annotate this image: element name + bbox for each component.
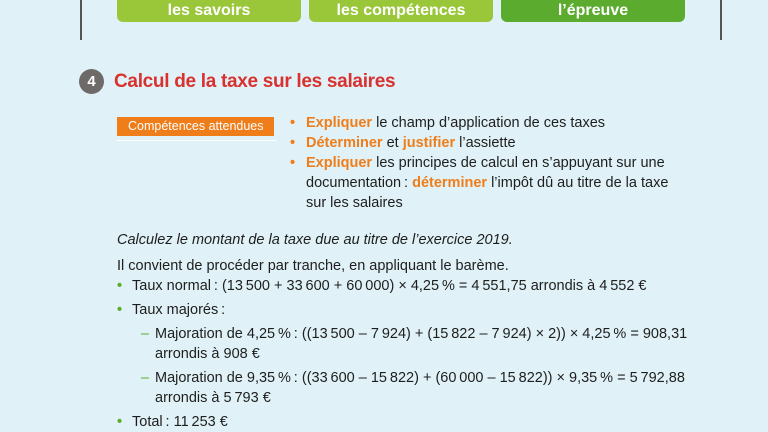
majoration-line: arrondis à 5 793 €	[155, 390, 271, 406]
bullet-icon: •	[117, 278, 123, 294]
majoration-item	[117, 368, 697, 408]
competence-text: les principes de calcul en s’appuyant sur une documentation :	[306, 155, 665, 191]
competences-badge: Compétences attendues	[117, 117, 274, 136]
section-title: Calcul de la taxe sur les salaires	[114, 70, 396, 92]
taux-majores-text: Taux majorés :	[132, 302, 226, 318]
section-number-badge: 4	[79, 69, 104, 94]
majoration-line: Majoration de 9,35 % : ((33 600 – 15 822) + (60 000 – 15 822)) × 9,35 % = 5 792,88	[155, 370, 685, 386]
answer-body	[117, 230, 697, 432]
total-item	[117, 412, 697, 432]
competence-text: l’assiette	[455, 135, 516, 151]
bullet-icon: •	[117, 302, 123, 318]
dash-icon: –	[141, 326, 150, 342]
bullet-icon: •	[117, 414, 123, 430]
tab-bar	[0, 0, 768, 22]
competence-text: et	[382, 135, 403, 151]
taux-normal-item	[117, 276, 697, 296]
keyword: Expliquer	[306, 155, 373, 171]
competence-text: le champ d’application de ces taxes	[372, 115, 606, 131]
badge-underline	[117, 140, 277, 141]
bullet-icon: •	[290, 155, 296, 171]
competence-item	[290, 153, 690, 213]
tab-les-savoirs[interactable]: les savoirs	[117, 0, 301, 22]
keyword: Expliquer	[306, 115, 373, 131]
question-text: Calculez le montant de la taxe due au titre de l’exercice 2019.	[117, 232, 513, 248]
majoration-item	[117, 324, 697, 364]
keyword: déterminer	[412, 175, 488, 191]
competence-text: l’impôt dû au titre de la taxe sur les salaires	[306, 175, 669, 211]
taux-majores-item	[117, 300, 697, 320]
majoration-line: arrondis à 908 €	[155, 346, 260, 362]
keyword: Déterminer	[306, 135, 383, 151]
tab-l-epreuve[interactable]: l’épreuve	[501, 0, 685, 22]
keyword: justifier	[402, 135, 456, 151]
bullet-icon: •	[290, 115, 296, 131]
total-text: Total : 11 253 €	[132, 414, 228, 430]
majoration-line: Majoration de 4,25 % : ((13 500 – 7 924) + (15 822 – 7 924) × 2)) × 4,25 % = 908,31	[155, 326, 688, 342]
competence-item	[290, 133, 690, 153]
taux-normal-text: Taux normal : (13 500 + 33 600 + 60 000) × 4,25 % = 4 551,75 arrondis à 4 552 €	[132, 278, 647, 294]
competences-list	[290, 113, 690, 213]
tab-les-competences[interactable]: les compétences	[309, 0, 493, 22]
bullet-icon: •	[290, 135, 296, 151]
intro-text: Il convient de procéder par tranche, en appliquant le barème.	[117, 258, 509, 274]
dash-icon: –	[141, 370, 150, 386]
competence-item	[290, 113, 690, 133]
section-header	[79, 69, 395, 94]
